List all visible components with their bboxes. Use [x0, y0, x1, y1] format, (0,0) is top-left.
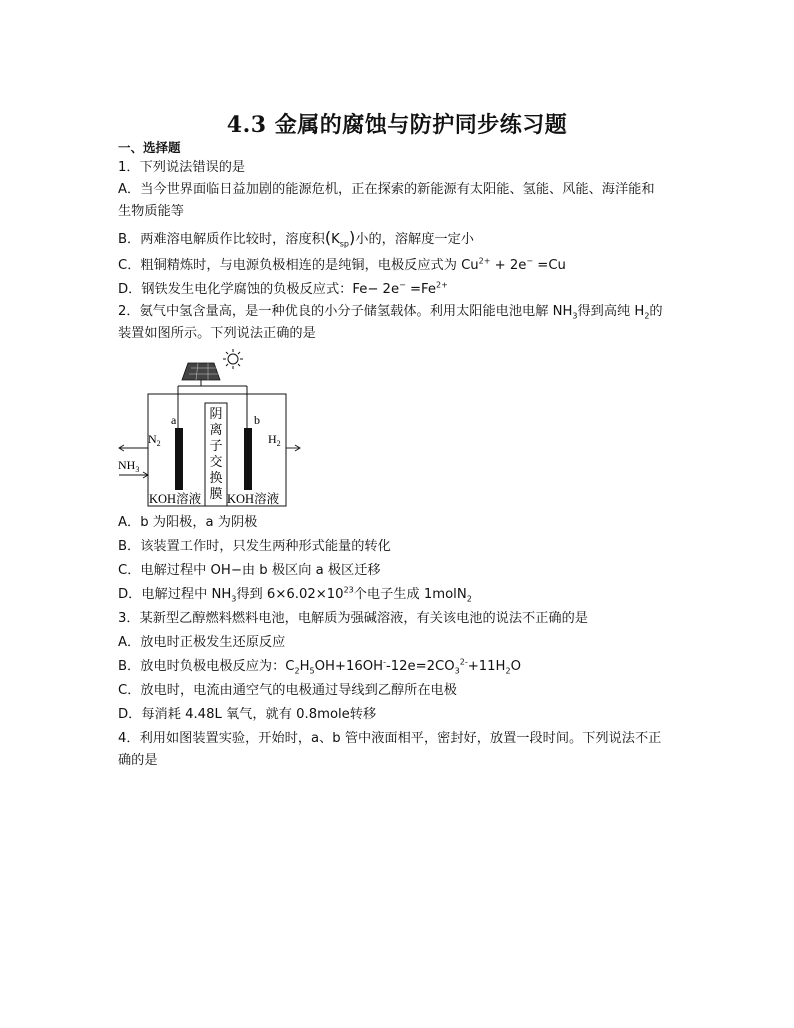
q1-option-a-line2: 生物质能等 — [118, 204, 184, 219]
q1-option-d: D．钢铁发生电化学腐蚀的负极反应式：$Fe- 2e^- =Fe^{2+}$ — [118, 280, 448, 297]
solar-panel-icon — [182, 363, 220, 386]
electrolysis-diagram — [116, 348, 316, 508]
q3-option-a: A．放电时正极发生还原反应 — [118, 635, 286, 650]
svg-text:子: 子 — [209, 438, 223, 453]
q3-stem: 3．某新型乙醇燃料燃料电池，电解质为强碱溶液，有关该电池的说法不正确的是 — [118, 611, 588, 626]
q2-option-c: C．电解过程中 OH−由 b 极区向 a 极区迁移 — [118, 563, 381, 578]
h2-label: $H_2$ — [268, 432, 281, 448]
svg-text:阴: 阴 — [209, 406, 223, 421]
q1-option-b: B．两难溶电解质作比较时，溶度积$(K_{sp})$小的，溶解度一定小 — [118, 228, 474, 249]
electrode-a — [175, 428, 183, 490]
svg-text:膜: 膜 — [209, 486, 223, 501]
svg-text:离: 离 — [209, 422, 223, 437]
q3-option-d: D．每消耗 4.48L 氧气，就有 0.8mole转移 — [118, 707, 377, 722]
sun-icon — [223, 349, 243, 369]
q2-option-a: A．b 为阳极，a 为阴极 — [118, 515, 258, 530]
q2-stem-line2: 装置如图所示。下列说法正确的是 — [118, 326, 316, 341]
koh-solution-left: KOH溶液 — [149, 492, 202, 506]
page-title: 4.3 金属的腐蚀与防护同步练习题 — [226, 112, 568, 138]
q2-option-d: D．电解过程中 $NH_3$得到 $6\times 6.02\times 10^{23}$个电子生成 1molN$_2$ — [118, 585, 472, 604]
electrode-b — [244, 428, 252, 490]
q1-option-a-line1: A．当今世界面临日益加剧的能源危机，正在探索的新能源有太阳能、氢能、风能、海洋能和 — [118, 182, 655, 197]
q4-stem-line2: 确的是 — [118, 753, 158, 768]
q3-option-b: B．放电时负极电极反应为：$C_2H_5OH+16OH^--12e=2CO_3^{2-}+11H_2O$ — [118, 657, 521, 676]
membrane-label — [209, 406, 222, 501]
q2-option-b: B．该装置工作时，只发生两种形式能量的转化 — [118, 539, 391, 554]
svg-text:交: 交 — [209, 454, 223, 469]
koh-solution-right: KOH溶液 — [227, 492, 280, 506]
q3-option-c: C．放电时，电流由通空气的电极通过导线到乙醇所在电极 — [118, 683, 457, 698]
svg-text:换: 换 — [209, 470, 223, 485]
q1-stem: 1．下列说法错误的是 — [118, 160, 246, 175]
nh3-label: $NH_3$ — [118, 458, 140, 474]
section-heading: 一、选择题 — [118, 140, 181, 155]
electrode-a-label: a — [171, 413, 177, 427]
electrode-b-label: b — [254, 413, 260, 427]
q1-option-c: C．粗铜精炼时，与电源负极相连的是纯铜，电极反应式为 $Cu^{2+} + 2e^- =Cu$ — [118, 256, 566, 273]
n2-label: $N_2$ — [148, 432, 161, 448]
q2-stem-line1: 2．氨气中氢含量高，是一种优良的小分子储氢载体。利用太阳能电池电解 $NH_3$得到高纯 $H_2$的 — [118, 304, 663, 321]
q4-stem-line1: 4．利用如图装置实验，开始时，a、b 管中液面相平，密封好，放置一段时间。下列说法不正 — [118, 731, 662, 746]
